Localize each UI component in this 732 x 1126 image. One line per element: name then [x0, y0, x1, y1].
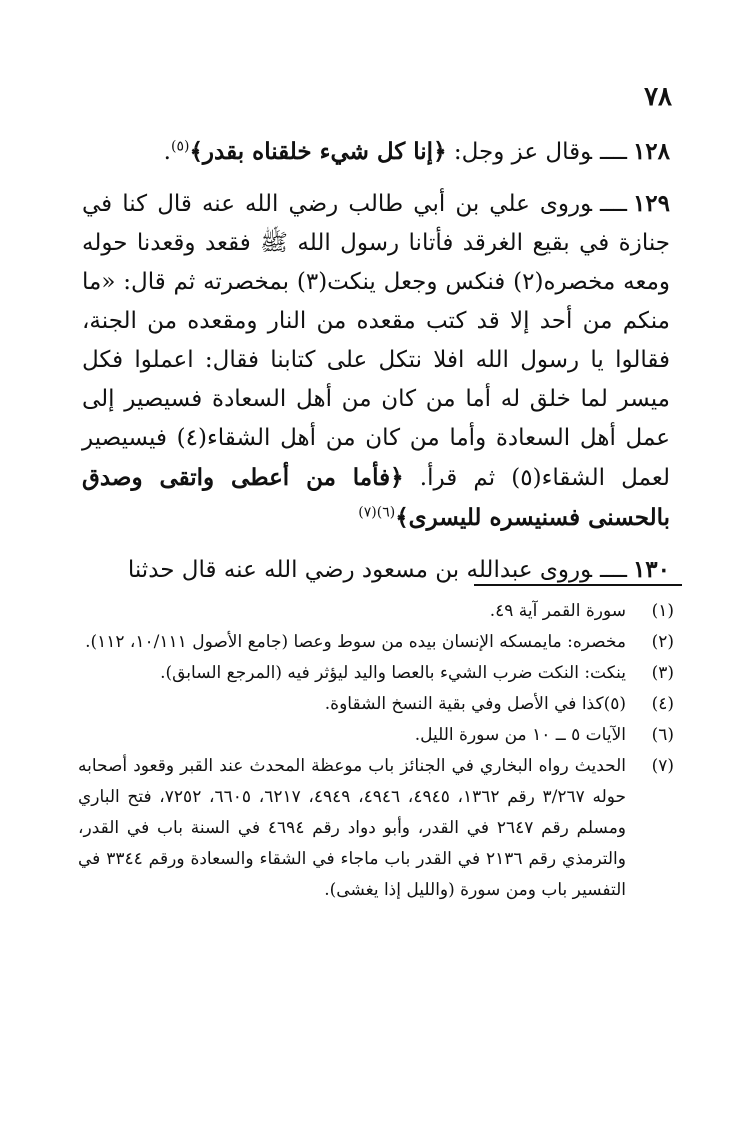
- footnote-text: الحديث رواه البخاري في الجنائز باب موعظة المحدث عند القبر وقعود أصحابه حوله ٣/٢٦٧ رقم ١٣٦٢، ٤٩٤٥، ٤٩٤٦، ٤٩٤٩، ٦٢١٧، ٦٦٠٥، ٧٢٥٢، فتح الباري ومسلم رقم ٢٦٤٧ في القدر، وأبو دواد رقم ٤٦٩٤ في السنة باب في القدر، والترمذي رقم ٢١٣٦ في القدر باب ماجاء في الشقاء والسعادة ورقم ٣٣٤٤ في التفسير باب ومن سورة (والليل إذا يغشى).: [78, 756, 627, 900]
- footnote-number: (١): [651, 601, 674, 621]
- footnote-item: [78, 689, 674, 720]
- footnote-number: (٣): [651, 663, 674, 683]
- quran-verse: ﴿فأما من أعطى واتقى وصدق بالحسنى فسنيسره لليسرى﴾: [82, 464, 670, 531]
- footnote-number: (٦): [651, 725, 674, 745]
- hadith-128: [82, 132, 670, 172]
- dash-separator: ــــ: [599, 191, 627, 217]
- footnote-item: [78, 658, 674, 689]
- main-text: [82, 132, 670, 602]
- hadith-text: وقال عز وجل:: [446, 139, 592, 165]
- hadith-number: ١٣٠: [632, 556, 670, 583]
- hadith-number: ١٢٩: [632, 190, 670, 217]
- footnote-text: مخصره: مايمسكه الإنسان بيده من سوط وعصا (جامع الأصول ١٠/١١١، ١١٢).: [85, 632, 626, 652]
- footnote-item: [78, 627, 674, 658]
- hadith-text: وروى علي بن أبي طالب رضي الله عنه قال كنا في جنازة في بقيع الغرقد فأتانا رسول الله ﷺ فقعد وقعدنا حوله ومعه مخصره(٢) فنكس وجعل ينكت(٣) بمخصرته ثم قال: «ما منكم من أحد إلا قد كتب مقعده من النار ومقعده من الجنة، فقالوا يا رسول الله افلا نتكل على كتابنا فقال: اعملوا فكل ميسر لما خلق له أما من كان من أهل السعادة فسيصير إلى عمل أهل السعادة وأما من كان من أهل الشقاء(٤) فيسيصير لعمل الشقاء(٥) ثم قرأ.: [82, 191, 670, 491]
- hadith-text: وروى عبدالله بن مسعود رضي الله عنه قال حدثنا: [127, 557, 592, 583]
- footnote-number: (٢): [651, 632, 674, 652]
- footnote-text: الآيات ٥ ــ ١٠ من سورة الليل.: [414, 725, 626, 745]
- footnote-text: سورة القمر آية ٤٩.: [489, 601, 626, 621]
- footnote-text: (٥)كذا في الأصل وفي بقية النسخ الشقاوة.: [324, 694, 626, 714]
- quran-verse: ﴿إنا كل شيء خلقناه بقدر﴾: [189, 138, 447, 165]
- footnote-item: [78, 720, 674, 751]
- hadith-end: .: [163, 139, 171, 165]
- hadith-number: ١٢٨: [632, 138, 670, 165]
- dash-separator: ــــ: [599, 557, 627, 583]
- footnote-text: ينكت: النكت ضرب الشيء بالعصا واليد ليؤثر فيه (المرجع السابق).: [160, 663, 626, 683]
- footnote-item: [78, 596, 674, 627]
- footnote-ref[interactable]: (٦)(٧): [358, 504, 396, 521]
- page-number: ٧٨: [644, 82, 672, 112]
- footnote-ref[interactable]: (٥): [170, 138, 190, 155]
- footnote-separator: [474, 584, 682, 586]
- footnotes: [78, 596, 674, 906]
- dash-separator: ــــ: [599, 139, 627, 165]
- hadith-129: [82, 184, 670, 538]
- footnote-number: (٧): [651, 756, 674, 776]
- footnote-item: [78, 751, 674, 906]
- footnote-number: (٤): [651, 694, 674, 714]
